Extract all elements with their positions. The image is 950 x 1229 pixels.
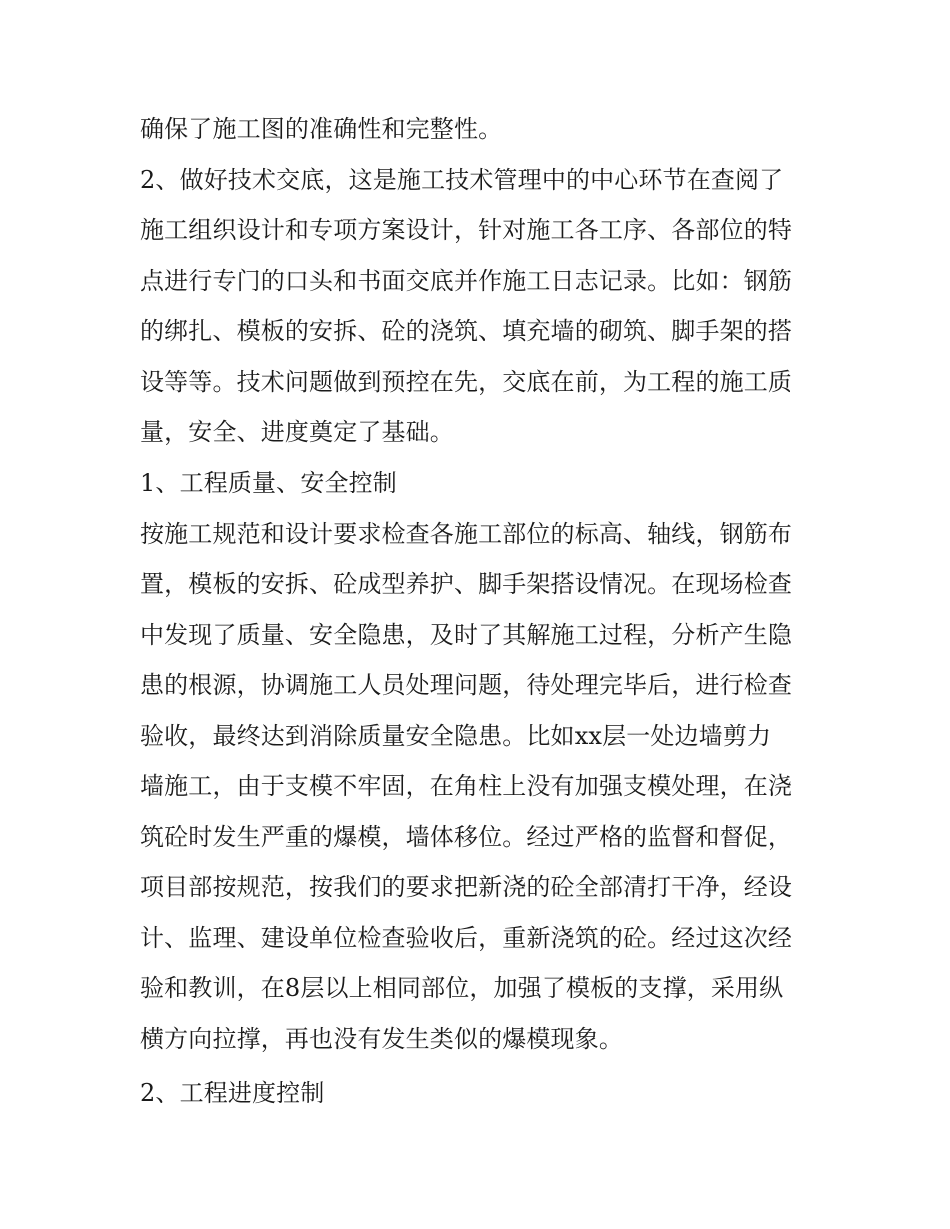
text-line: 2、做好技术交底，这是施工技术管理中的中心环节在查阅了 (140, 166, 784, 194)
section-heading: 2、工程进度控制 (140, 1079, 325, 1107)
text-line: 施工组织设计和专项方案设计，针对施工各工序、各部位的特 (140, 216, 793, 244)
text-line: 验收，最终达到消除质量安全隐患。比如xx层一处边墙剪力 (140, 722, 772, 750)
text-line: 设等等。技术问题做到预控在先，交底在前，为工程的施工质 (140, 368, 793, 396)
text-line: 验和教训，在8层以上相同部位，加强了模板的支撑，采用纵 (140, 974, 784, 1002)
text-line: 项目部按规范，按我们的要求把新浇的砼全部清打干净，经设 (140, 873, 793, 901)
text-line: 的绑扎、模板的安拆、砼的浇筑、填充墙的砌筑、脚手架的搭 (140, 317, 793, 345)
text-line: 确保了施工图的准确性和完整性。 (140, 115, 503, 143)
section-heading: 1、工程质量、安全控制 (140, 469, 397, 497)
text-line: 点进行专门的口头和书面交底并作施工日志记录。比如：钢筋 (140, 267, 793, 295)
text-line: 墙施工，由于支模不牢固，在角柱上没有加强支模处理，在浇 (140, 772, 793, 800)
text-line: 中发现了质量、安全隐患，及时了其解施工过程，分析产生隐 (140, 621, 793, 649)
text-line: 患的根源，协调施工人员处理问题，待处理完毕后，进行检查 (140, 671, 793, 699)
text-line: 计、监理、建设单位检查验收后，重新浇筑的砼。经过这次经 (140, 924, 793, 952)
text-line: 按施工规范和设计要求检查各施工部位的标高、轴线，钢筋布 (140, 520, 793, 548)
text-line: 筑砼时发生严重的爆模，墙体移位。经过严格的监督和督促， (140, 823, 793, 851)
text-line: 量，安全、进度奠定了基础。 (140, 418, 454, 446)
text-line: 置，模板的安拆、砼成型养护、脚手架搭设情况。在现场检查 (140, 570, 793, 598)
text-line: 横方向拉撑，再也没有发生类似的爆模现象。 (140, 1025, 623, 1053)
